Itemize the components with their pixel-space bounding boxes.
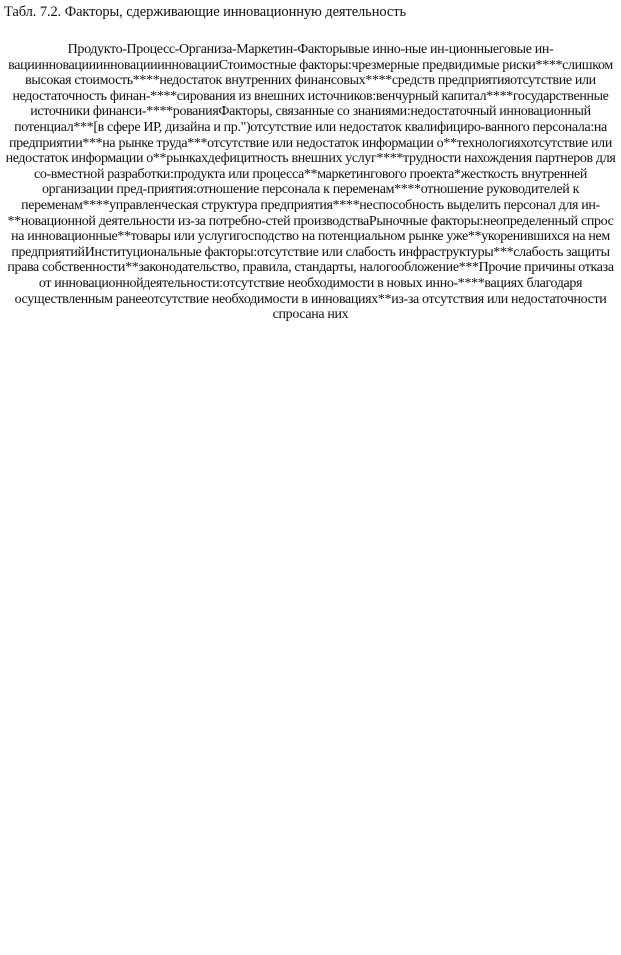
table-flattened-text: Продукто-Процесс-Организа-Маркетин-Факторывые инно-ные ин-ционныеговые ин-вациинновацииинновацииинновацииСтоимостные факторы:чрезмерные предвидимые риски****слишком высокая стоимость****недостаток внутренних финансовых****средств предприятияотсутствие или недостаточность финан-****сирования из внешних источников:венчурный капитал****государственные источники финанси-****рованияФакторы, связанные со знаниями:недостаточный инновационный потенциал***[в сфере ИР, дизайна и пр.")отсутствие или недостаток квалифициро-ванного персонала:на предприятии***на рынке труда***отсутствие или недостаток информации о**технологияхотсутствие или недостаток информации о**рынкахдефицитность внешних услуг****трудности нахождения партнеров для со-вместной разработки:продукта или процесса**маркетингового проекта*жесткость внутренней организации пред-приятия:отношение персонала к переменам****отношение руководителей к переменам****управленческая структура предприятия****неспособность выделить персонал для ин-**новационной деятельности из-за потребно-стей производстваРыночные факторы:неопределенный спрос на инновационные**товары или услугигосподство на потенциальном рынке уже**укоренившихся на нем предприятийИнституциональные факторы:отсутствие или слабость инфраструктуры***слабость защиты права собственности**законодательство, правила, стандарты, налогообложение***Прочие причины отказа от инновационнойдеятельности:отсутствие необходимости в новых инно-****вациях благодаря осуществленным ранееотсутствие необходимости в инновациях**из-за отсутствия или недостаточности спросана них (5, 42, 616, 323)
table-caption: Табл. 7.2. Факторы, сдерживающие инновационную деятельность (4, 4, 406, 20)
